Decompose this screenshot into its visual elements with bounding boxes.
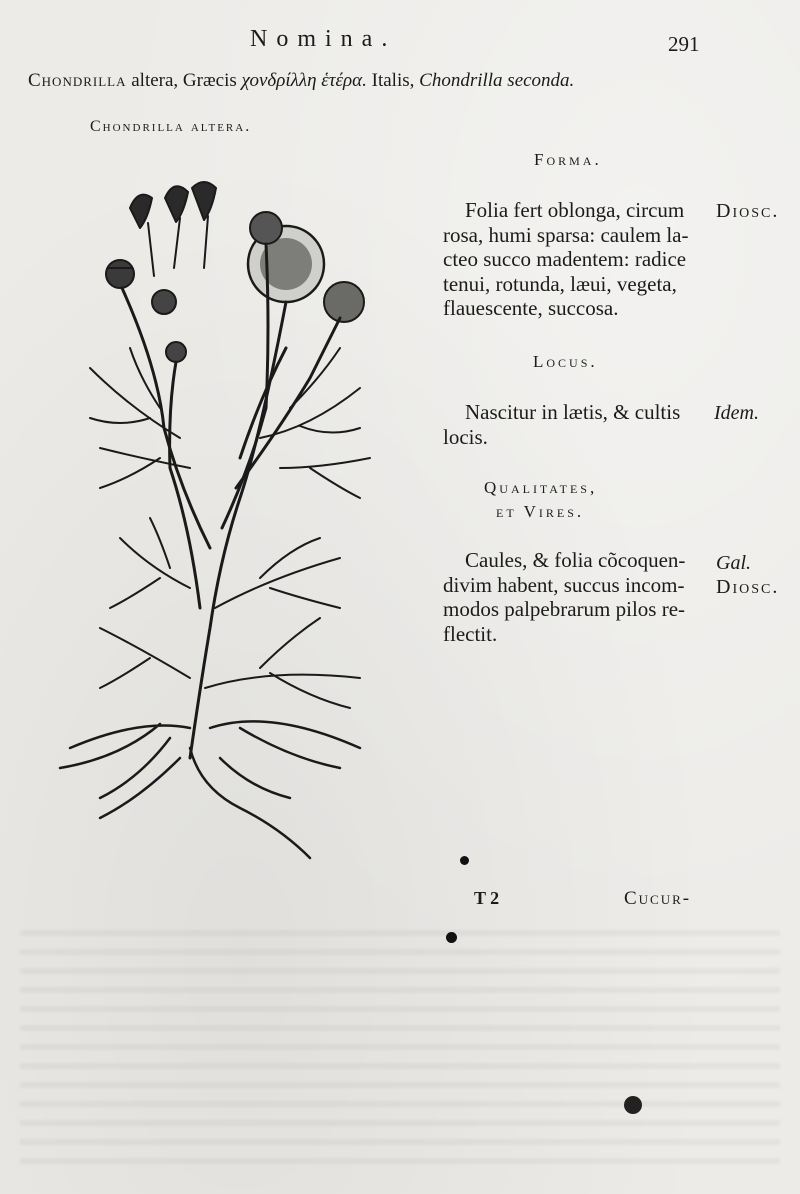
- paragraph-forma: [443, 198, 689, 321]
- locus-line-1: Nascitur in lætis, & cultis: [465, 400, 681, 424]
- italian-name: Chondrilla seconda.: [419, 70, 575, 91]
- roots: [60, 721, 360, 858]
- paragraph-locus: [443, 400, 680, 449]
- plant-woodcut-illustration: [40, 168, 390, 863]
- forma-line-1: Folia fert oblonga, circum: [465, 198, 685, 222]
- ink-spot: [624, 1096, 642, 1114]
- heading-forma: Forma.: [534, 150, 602, 169]
- greek-name: χονδρίλλη ἑτέρα.: [241, 70, 367, 91]
- figure-caption: Chondrilla altera.: [90, 118, 252, 135]
- names-text-1: altera, Græcis: [126, 70, 242, 91]
- forma-line-2: rosa, humi sparsa: caulem la-: [443, 222, 689, 247]
- paragraph-qualitates: [443, 548, 685, 646]
- heading-vires: et Vires.: [496, 502, 585, 521]
- ink-spot: [446, 932, 457, 943]
- show-through: [20, 930, 780, 1170]
- ink-spot: [460, 856, 469, 865]
- names-line: [28, 70, 574, 92]
- margin-note-idem: Idem.: [714, 402, 759, 424]
- flower-heads: [106, 212, 364, 362]
- margin-note-diosc-2: Diosc.: [716, 576, 780, 598]
- names-text-2: Italis,: [366, 70, 420, 91]
- qual-line-4: flectit.: [443, 621, 498, 646]
- page-number: 291: [668, 32, 700, 56]
- running-title: Nomina.: [250, 26, 397, 52]
- qual-line-2: divim habent, succus incom-: [443, 572, 685, 597]
- plant-name-lead: Chondrilla: [28, 70, 127, 91]
- qual-line-1: Caules, & folia cõcoquen-: [465, 548, 686, 572]
- locus-line-2: locis.: [443, 424, 488, 449]
- heading-qualitates: Qualitates,: [484, 478, 598, 497]
- heading-locus: Locus.: [533, 352, 598, 371]
- forma-line-4: tenui, rotunda, læui, vegeta,: [443, 271, 677, 296]
- qual-line-3: modos palpebrarum pilos re-: [443, 597, 686, 621]
- forma-line-5: flauescente, succosa.: [443, 296, 619, 320]
- signature-mark: T 2: [474, 888, 500, 908]
- margin-note-gal: Gal.: [716, 552, 751, 574]
- margin-note-diosc: Diosc.: [716, 200, 780, 222]
- seed-plumes: [130, 182, 216, 276]
- catchword: Cucur-: [624, 888, 692, 909]
- forma-line-3: cteo succo madentem: radice: [443, 247, 687, 271]
